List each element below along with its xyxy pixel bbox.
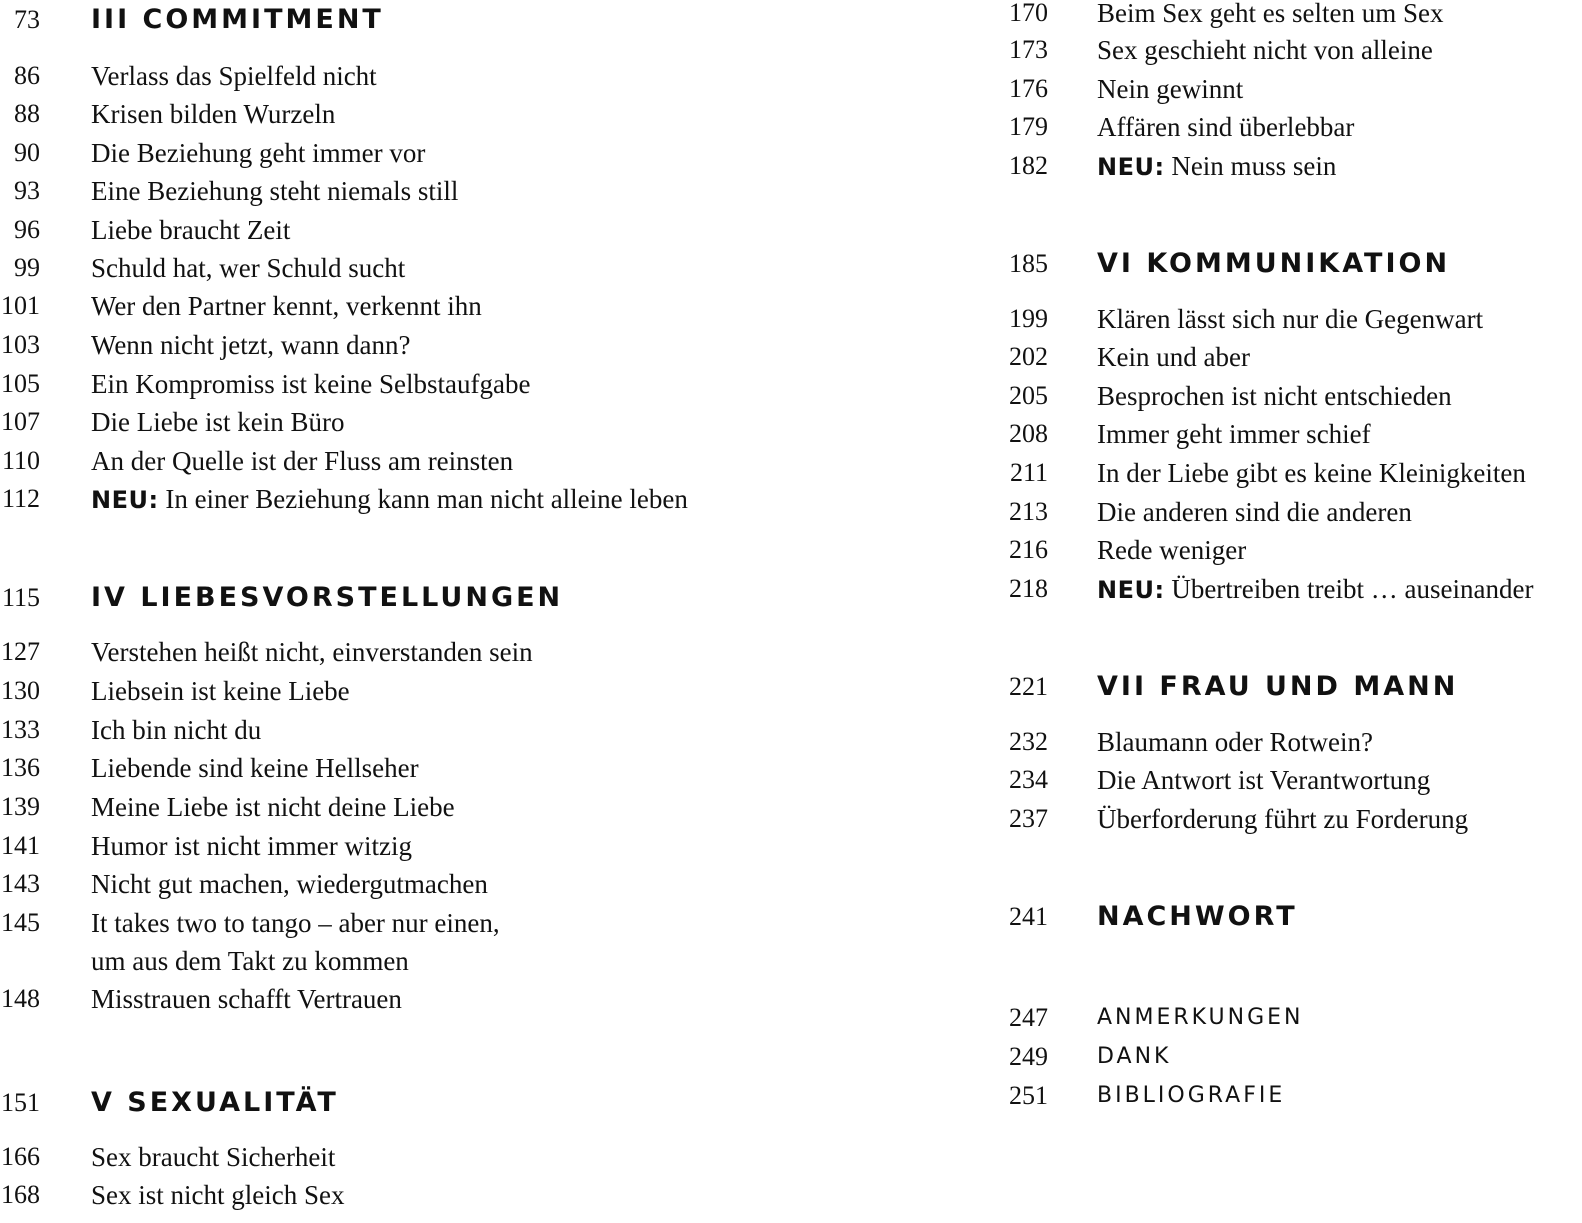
toc-entry — [1000, 493, 1582, 531]
page-number: 101 — [1, 291, 40, 320]
page-number: 232 — [1009, 727, 1048, 756]
page-number: 170 — [1009, 0, 1048, 27]
entry-title: Blaumann oder Rotwein? — [1097, 727, 1373, 757]
toc-entry — [0, 95, 800, 133]
page-number: 173 — [1009, 35, 1048, 64]
entry-title: Sex braucht Sicherheit — [91, 1142, 336, 1172]
chapter-title: NACHWORT — [1097, 901, 1298, 932]
chapter-heading — [0, 1, 800, 39]
appendix-entry — [1000, 1077, 1582, 1115]
entry-title: Wer den Partner kennt, verkennt ihn — [91, 291, 482, 321]
page-number: 211 — [1009, 458, 1048, 487]
page-number: 221 — [1009, 672, 1048, 701]
toc-entry — [1000, 723, 1582, 761]
entry-title: Überforderung führt zu Forderung — [1097, 804, 1469, 834]
page-number: 130 — [1, 676, 40, 705]
entry-title: Verlass das Spielfeld nicht — [91, 61, 377, 91]
toc-entry — [0, 788, 800, 826]
toc-entry — [1000, 761, 1582, 799]
page-number: 234 — [1009, 765, 1048, 794]
page-number: 218 — [1009, 574, 1048, 603]
entry-title: Kein und aber — [1097, 342, 1250, 372]
page-number: 107 — [1, 407, 40, 436]
entry-title: Die Beziehung geht immer vor — [91, 138, 426, 168]
entry-title: Beim Sex geht es selten um Sex — [1097, 0, 1444, 28]
page-number: 99 — [14, 253, 40, 282]
toc-entry — [0, 1176, 800, 1214]
toc-entry — [0, 827, 800, 865]
entry-title: It takes two to tango – aber nur einen, — [91, 908, 500, 938]
entry-title: Rede weniger — [1097, 535, 1247, 565]
page-number: 115 — [1, 583, 40, 612]
page-number: 93 — [14, 176, 40, 205]
chapter-title: VII FRAU UND MANN — [1097, 671, 1459, 702]
entry-title: In der Liebe gibt es keine Kleinigkeiten — [1097, 458, 1526, 488]
appendix-entry — [1000, 999, 1582, 1037]
new-label: NEU: — [91, 486, 159, 514]
toc-entry — [1000, 377, 1582, 415]
toc-entry — [0, 172, 800, 210]
page-number: 145 — [1, 908, 40, 937]
page-number: 182 — [1009, 151, 1048, 180]
toc-entry — [1000, 338, 1582, 376]
entry-title: Die anderen sind die anderen — [1097, 497, 1412, 527]
toc-entry — [0, 287, 800, 325]
page-number: 216 — [1009, 535, 1048, 564]
page-number: 105 — [1, 369, 40, 398]
entry-title: ANMERKUNGEN — [1097, 1005, 1304, 1030]
entry-title: DANK — [1097, 1044, 1172, 1069]
toc-entry — [0, 633, 800, 671]
page-number: 205 — [1009, 381, 1048, 410]
toc-entry — [0, 134, 800, 172]
chapter-heading — [0, 579, 800, 617]
toc-entry — [1000, 0, 1582, 32]
toc-entry — [1000, 31, 1582, 69]
new-label: NEU: — [1097, 576, 1165, 604]
toc-entry — [0, 249, 800, 287]
page-number: 133 — [1, 715, 40, 744]
page-number: 96 — [14, 215, 40, 244]
entry-title: NEU: Übertreiben treibt … auseinander — [1097, 574, 1534, 604]
page-number: 168 — [1, 1180, 40, 1209]
entry-title: Nicht gut machen, wiedergutmachen — [91, 869, 488, 899]
entry-title: Liebsein ist keine Liebe — [91, 676, 350, 706]
entry-title: Nein gewinnt — [1097, 74, 1244, 104]
chapter-heading — [1000, 245, 1582, 283]
toc-entry-continuation — [0, 942, 800, 980]
toc-entry — [0, 365, 800, 403]
page-number: 141 — [1, 831, 40, 860]
toc-entry — [1000, 108, 1582, 146]
entry-title: Affären sind überlebbar — [1097, 112, 1355, 142]
entry-title: Die Liebe ist kein Büro — [91, 407, 345, 437]
page-number: 176 — [1009, 74, 1048, 103]
entry-title: Meine Liebe ist nicht deine Liebe — [91, 792, 455, 822]
page-number: 208 — [1009, 419, 1048, 448]
toc-entry — [0, 1138, 800, 1176]
new-label: NEU: — [1097, 153, 1165, 181]
toc-entry — [1000, 800, 1582, 838]
page-number: 86 — [14, 61, 40, 90]
toc-entry — [1000, 147, 1582, 185]
chapter-heading — [1000, 898, 1582, 936]
page-number: 110 — [1, 446, 40, 475]
entry-title: Liebende sind keine Hellseher — [91, 753, 419, 783]
page-number: 90 — [14, 138, 40, 167]
chapter-title: VI KOMMUNIKATION — [1097, 248, 1451, 279]
page-number: 249 — [1009, 1042, 1048, 1071]
appendix-entry — [1000, 1038, 1582, 1076]
entry-title: NEU: In einer Beziehung kann man nicht alleine leben — [91, 484, 688, 514]
toc-entry — [1000, 300, 1582, 338]
toc-entry — [0, 57, 800, 95]
entry-title: um aus dem Takt zu kommen — [91, 946, 409, 976]
entry-title: Schuld hat, wer Schuld sucht — [91, 253, 406, 283]
page-number: 143 — [1, 869, 40, 898]
page-number: 199 — [1009, 304, 1048, 333]
toc-entry — [1000, 415, 1582, 453]
toc-entry — [1000, 454, 1582, 492]
toc-entry — [1000, 531, 1582, 569]
entry-title: BIBLIOGRAFIE — [1097, 1083, 1286, 1108]
chapter-heading — [1000, 668, 1582, 706]
entry-title: Eine Beziehung steht niemals still — [91, 176, 459, 206]
entry-title: Immer geht immer schief — [1097, 419, 1371, 449]
entry-title: Wenn nicht jetzt, wann dann? — [91, 330, 411, 360]
entry-title: Krisen bilden Wurzeln — [91, 99, 336, 129]
page-number: 237 — [1009, 804, 1048, 833]
entry-title: An der Quelle ist der Fluss am reinsten — [91, 446, 514, 476]
page-number: 247 — [1009, 1003, 1048, 1032]
entry-title: Klären lässt sich nur die Gegenwart — [1097, 304, 1484, 334]
toc-entry — [1000, 570, 1582, 608]
page-number: 73 — [14, 5, 40, 34]
page-number: 127 — [1, 637, 40, 666]
toc-entry — [0, 711, 800, 749]
entry-title: Liebe braucht Zeit — [91, 215, 291, 245]
entry-title: Ein Kompromiss ist keine Selbstaufgabe — [91, 369, 531, 399]
entry-title: Humor ist nicht immer witzig — [91, 831, 412, 861]
page-number: 202 — [1009, 342, 1048, 371]
page-number: 166 — [1, 1142, 40, 1171]
page-number: 213 — [1009, 497, 1048, 526]
toc-entry — [0, 865, 800, 903]
page-number: 148 — [1, 984, 40, 1013]
chapter-title: V SEXUALITÄT — [91, 1087, 339, 1118]
entry-title: Besprochen ist nicht entschieden — [1097, 381, 1452, 411]
toc-entry — [0, 403, 800, 441]
entry-title: Ich bin nicht du — [91, 715, 262, 745]
toc-entry — [0, 904, 800, 942]
entry-title: Verstehen heißt nicht, einverstanden sein — [91, 637, 533, 667]
chapter-title: IV LIEBESVORSTELLUNGEN — [91, 582, 564, 613]
entry-title: Die Antwort ist Verantwortung — [1097, 765, 1431, 795]
toc-entry — [0, 442, 800, 480]
entry-title: NEU: Nein muss sein — [1097, 151, 1337, 181]
toc-entry — [1000, 70, 1582, 108]
toc-entry — [0, 749, 800, 787]
toc-entry — [0, 211, 800, 249]
entry-title: Misstrauen schafft Vertrauen — [91, 984, 402, 1014]
page-number: 185 — [1009, 249, 1048, 278]
toc-entry — [0, 980, 800, 1018]
toc-entry — [0, 672, 800, 710]
chapter-heading — [0, 1084, 800, 1122]
page-number: 103 — [1, 330, 40, 359]
entry-title: Sex geschieht nicht von alleine — [1097, 35, 1433, 65]
entry-title: Sex ist nicht gleich Sex — [91, 1180, 345, 1210]
page-number: 251 — [1009, 1081, 1048, 1110]
page-number: 88 — [14, 99, 40, 128]
page-number: 112 — [1, 484, 40, 513]
page-number: 151 — [1, 1088, 40, 1117]
chapter-title: III COMMITMENT — [91, 4, 384, 35]
toc-entry — [0, 326, 800, 364]
toc-entry — [0, 480, 800, 518]
page-number: 136 — [1, 753, 40, 782]
page-number: 241 — [1009, 902, 1048, 931]
page-number: 139 — [1, 792, 40, 821]
page-number: 179 — [1009, 112, 1048, 141]
